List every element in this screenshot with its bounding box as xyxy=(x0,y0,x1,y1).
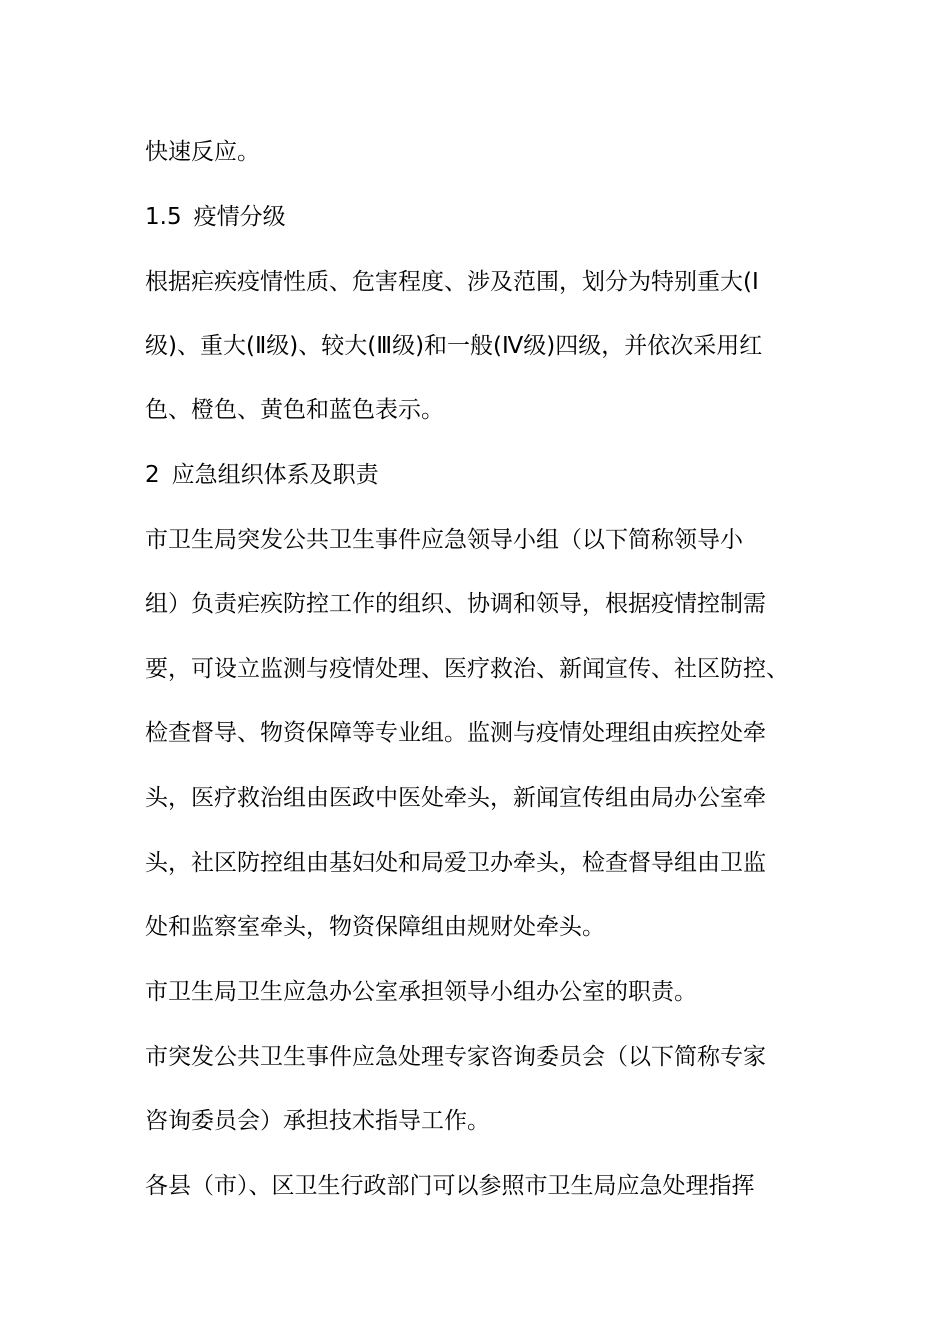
section-heading-2 xyxy=(145,460,379,490)
paragraph-line: 快速反应。 xyxy=(145,139,260,165)
paragraph-line: 咨询委员会）承担技术指导工作。 xyxy=(145,1108,490,1134)
paragraph-line: 市突发公共卫生事件应急处理专家咨询委员会（以下简称专家 xyxy=(145,1044,766,1070)
paragraph-line: 要，可设立监测与疫情处理、医疗救治、新闻宣传、社区防控、 xyxy=(145,656,789,682)
paragraph-line: 市卫生局卫生应急办公室承担领导小组办公室的职责。 xyxy=(145,979,697,1005)
paragraph-line: 色、橙色、黄色和蓝色表示。 xyxy=(145,397,444,423)
section-heading-1-5 xyxy=(145,202,286,232)
heading-title: 应急组织体系及职责 xyxy=(171,462,379,488)
paragraph-line: 级)、重大(Ⅱ级)、较大(Ⅲ级)和一般(Ⅳ级)四级，并依次采用红 xyxy=(145,333,763,359)
paragraph-line: 处和监察室牵头，物资保障组由规财处牵头。 xyxy=(145,914,605,940)
paragraph-line: 头，医疗救治组由医政中医处牵头，新闻宣传组由局办公室牵 xyxy=(145,785,766,811)
paragraph-line: 头，社区防控组由基妇处和局爱卫办牵头，检查督导组由卫监 xyxy=(145,850,766,876)
heading-number: 1.5 xyxy=(145,204,182,230)
paragraph-line: 组）负责疟疾防控工作的组织、协调和领导，根据疫情控制需 xyxy=(145,591,766,617)
paragraph-line: 市卫生局突发公共卫生事件应急领导小组（以下简称领导小 xyxy=(145,527,743,553)
paragraph-line: 根据疟疾疫情性质、危害程度、涉及范围，划分为特别重大(Ⅰ xyxy=(145,269,759,295)
paragraph-line: 各县（市）、区卫生行政部门可以参照市卫生局应急处理指挥 xyxy=(145,1173,755,1199)
paragraph-line: 检查督导、物资保障等专业组。监测与疫情处理组由疾控处牵 xyxy=(145,720,766,746)
heading-title: 疫情分级 xyxy=(193,204,286,230)
heading-number: 2 xyxy=(145,462,160,488)
